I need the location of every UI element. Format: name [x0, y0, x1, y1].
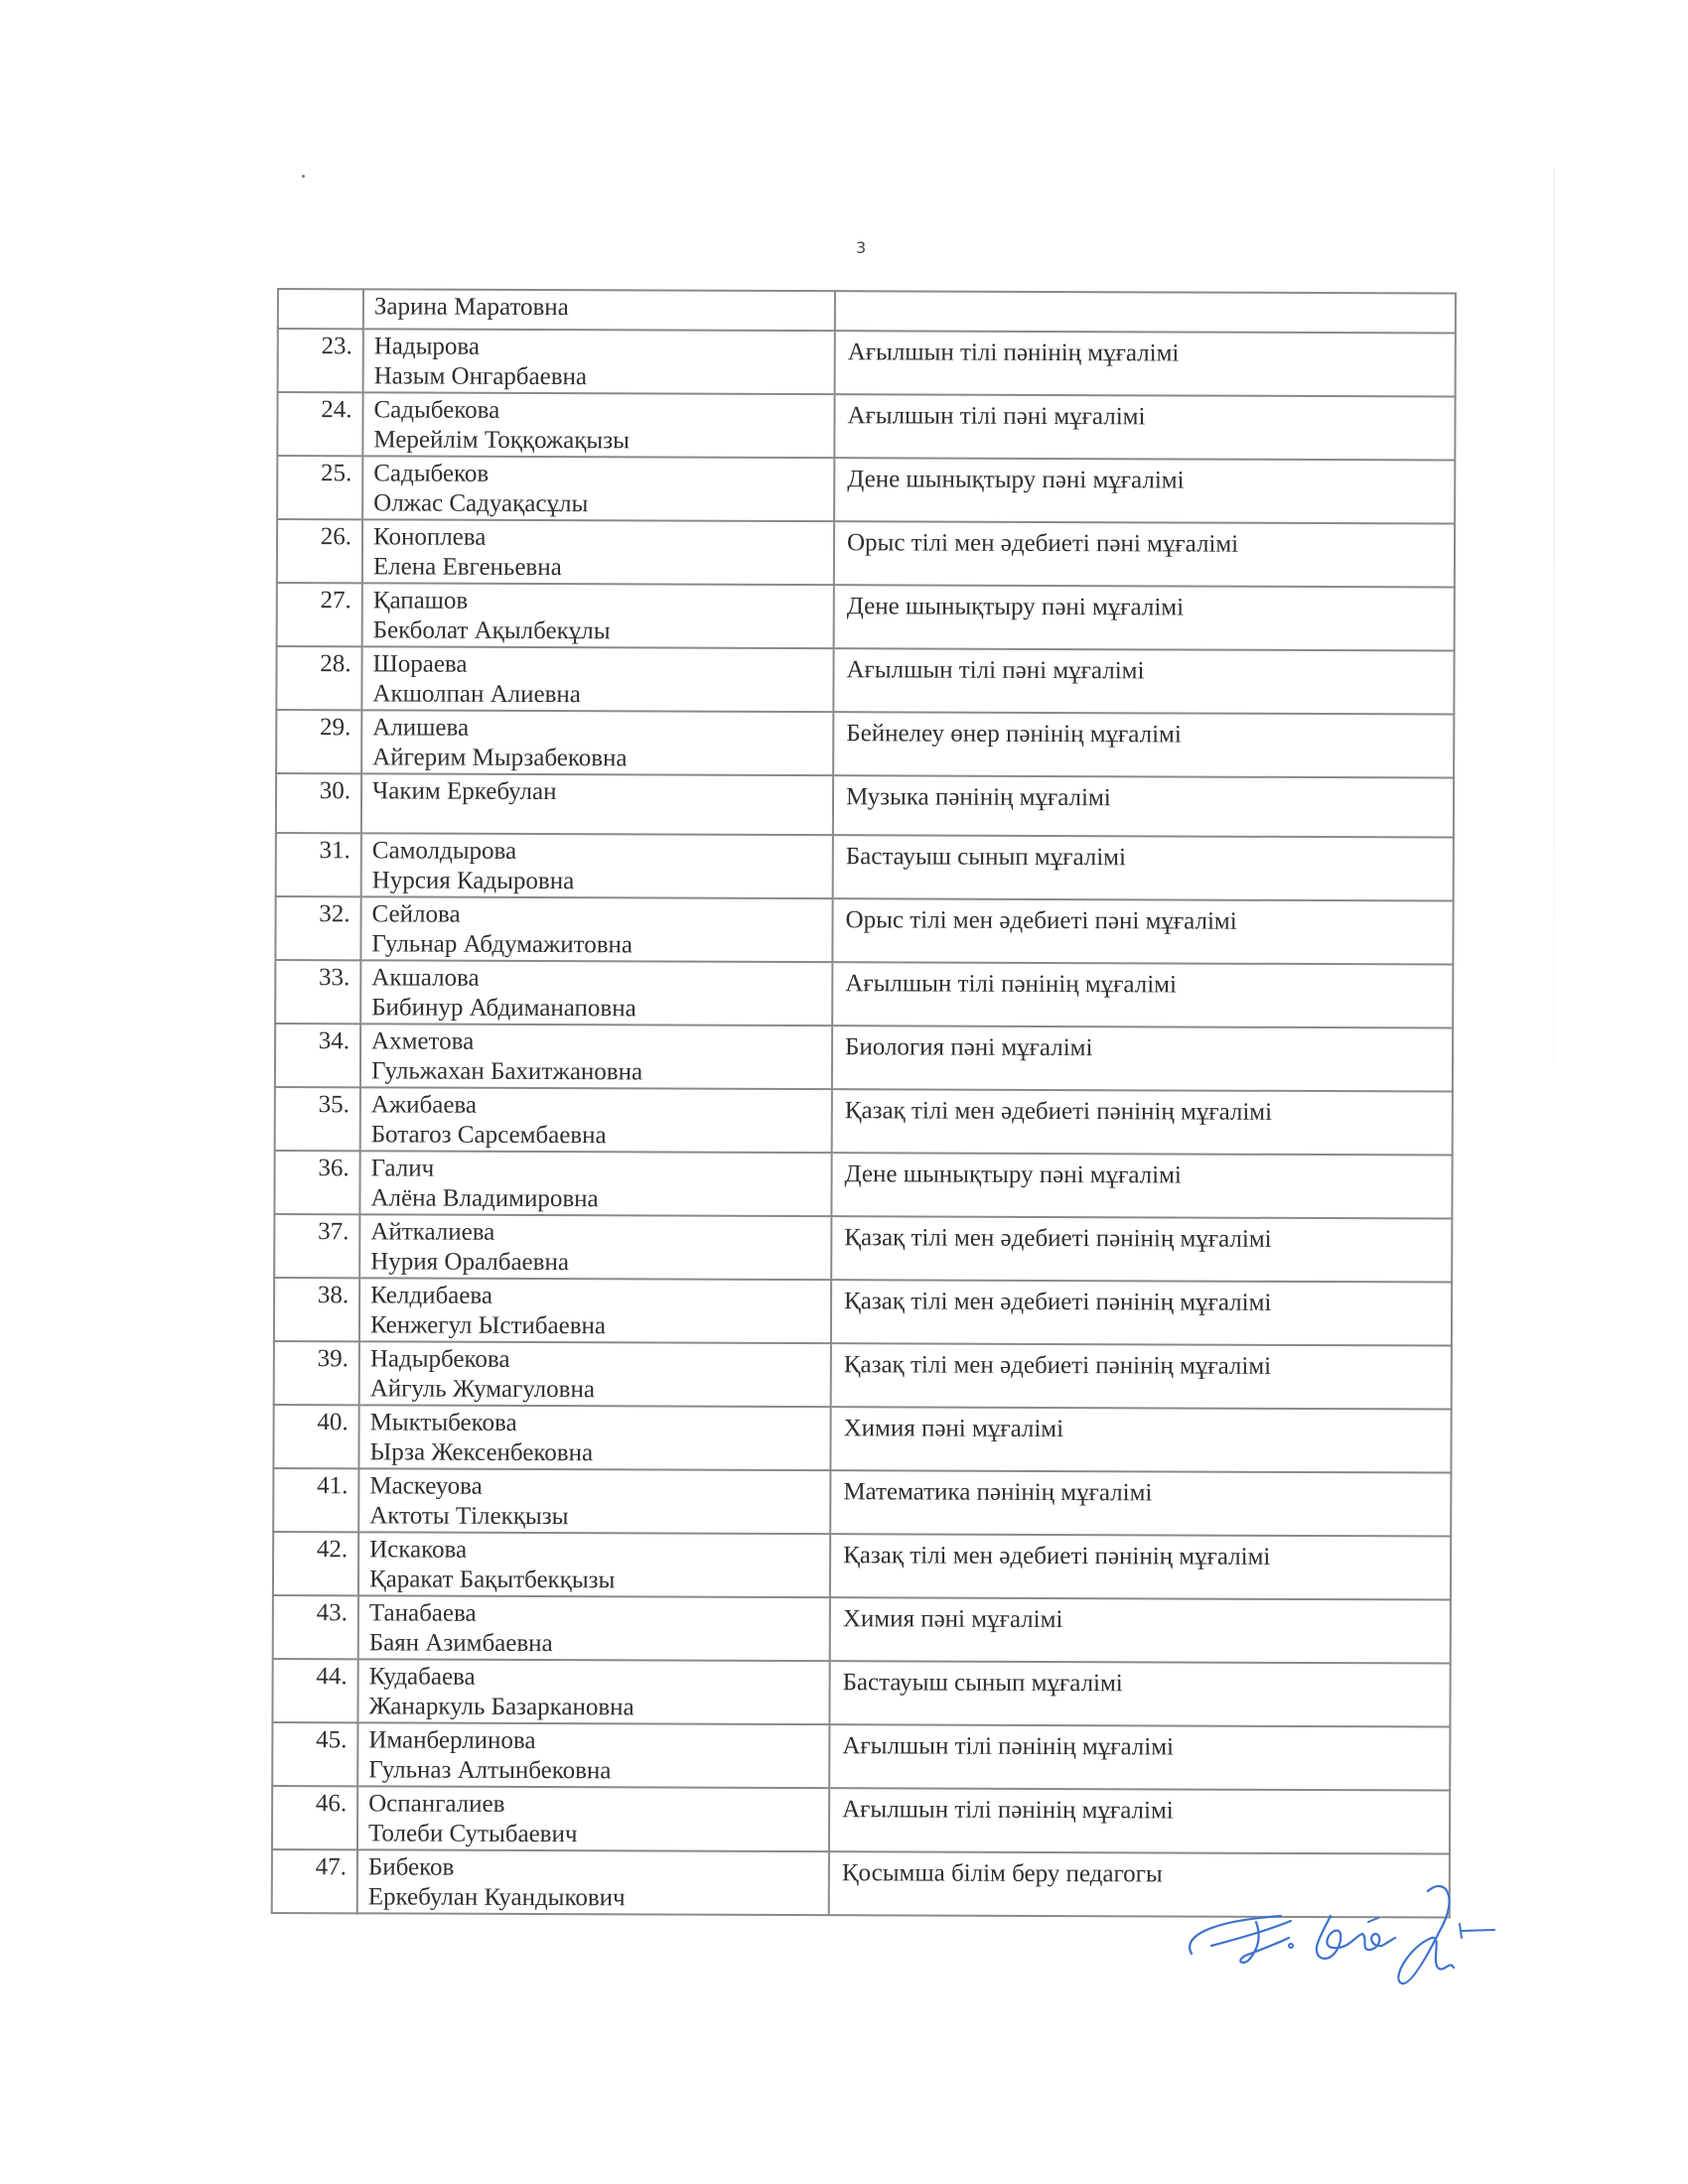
- employee-position: Ағылшын тілі пәнінің мұғалімі: [829, 1788, 1450, 1853]
- employee-name: [358, 1468, 830, 1534]
- employee-surname: Садыбеков: [373, 460, 490, 487]
- employee-position: Математика пәнінің мұғалімі: [830, 1470, 1451, 1536]
- employee-position: Орыс тілі мен әдебиеті пәні мұғалімі: [834, 521, 1455, 587]
- employee-surname: Келдибаева: [370, 1282, 493, 1309]
- employee-name: [357, 1849, 829, 1915]
- employee-given-name: Бекболат Ақылбекұлы: [372, 616, 611, 645]
- employee-name: [357, 1722, 829, 1788]
- employee-surname: Танабаева: [368, 1599, 477, 1627]
- employee-name: [361, 773, 833, 835]
- row-number: 29.: [276, 710, 361, 773]
- table-row: [276, 833, 1454, 901]
- table-row: [277, 456, 1455, 524]
- row-number: 30.: [276, 773, 361, 833]
- table-row: [276, 773, 1454, 838]
- employee-given-name: Акшолпан Алиевна: [372, 680, 581, 709]
- employee-position: Дене шынықтыру пәні мұғалімі: [834, 458, 1455, 523]
- employee-surname: Ахметова: [371, 1027, 475, 1055]
- row-number: 27.: [277, 583, 362, 646]
- row-number: 47.: [272, 1849, 357, 1913]
- row-number: 36.: [274, 1151, 359, 1214]
- row-number: 39.: [274, 1341, 359, 1405]
- table-row: [278, 289, 1456, 334]
- employee-surname: Кудабаева: [368, 1663, 476, 1691]
- row-number: [278, 289, 363, 329]
- employee-given-name: Баян Азимбаевна: [368, 1629, 553, 1658]
- table-row: [278, 329, 1456, 397]
- employee-surname: Маскеуова: [369, 1472, 483, 1500]
- employee-name: [362, 456, 834, 521]
- signature-stroke: [1211, 1921, 1291, 1963]
- employee-name: [357, 1786, 829, 1851]
- employee-given-name: Толеби Сутыбаевич: [367, 1820, 578, 1848]
- signature-stroke: [1368, 1918, 1378, 1922]
- employee-position: Қазақ тілі мен әдебиеті пәнінің мұғалімі: [831, 1280, 1452, 1345]
- employee-position: Дене шынықтыру пәні мұғалімі: [834, 585, 1455, 650]
- employee-surname: Искакова: [369, 1536, 468, 1564]
- employee-given-name: Гульнар Абдумажитовна: [371, 930, 633, 959]
- row-number: 45.: [272, 1722, 357, 1786]
- employee-name: [358, 1532, 830, 1597]
- employee-given-name: Гульжахан Бахитжановна: [370, 1057, 643, 1086]
- row-number: 41.: [273, 1468, 358, 1532]
- employee-position: Музыка пәнінің мұғалімі: [833, 775, 1454, 837]
- table-row: [274, 1341, 1452, 1410]
- employee-position: Қазақ тілі мен әдебиеті пәнінің мұғалімі: [831, 1216, 1452, 1282]
- row-number: 28.: [276, 646, 361, 710]
- employee-surname: Иманберлинова: [368, 1726, 536, 1755]
- table-row: [274, 1278, 1452, 1346]
- employee-surname: Оспангалиев: [368, 1790, 505, 1818]
- employee-position: Дене шынықтыру пәні мұғалімі: [831, 1153, 1452, 1218]
- employee-name: [359, 1278, 831, 1343]
- employee-name: [357, 1659, 829, 1724]
- employee-name: [359, 1151, 831, 1216]
- row-number: 34.: [275, 1024, 360, 1087]
- employee-position: Бастауыш сынып мұғалімі: [833, 835, 1454, 900]
- employee-name: [362, 519, 834, 585]
- employee-name: [359, 1214, 831, 1280]
- signature-stroke: [1289, 1944, 1293, 1948]
- employee-given-name: Зарина Маратовна: [373, 293, 569, 322]
- table-row: [277, 519, 1455, 588]
- table-row: [277, 392, 1455, 461]
- employee-surname: Сейлова: [371, 900, 461, 928]
- table-row: [274, 1151, 1452, 1219]
- employee-name: [360, 896, 832, 962]
- table-row: [276, 710, 1454, 778]
- employee-name: [363, 289, 835, 331]
- scan-speck: [302, 175, 305, 178]
- employee-surname: Самолдырова: [371, 837, 517, 865]
- table-row: [272, 1659, 1450, 1727]
- employee-surname: Айткалиева: [370, 1218, 495, 1246]
- table-row: [272, 1786, 1450, 1854]
- employee-given-name: Жанаркуль Базаркановна: [368, 1693, 634, 1721]
- employee-position: Қазақ тілі мен әдебиеті пәнінің мұғалімі: [832, 1089, 1453, 1155]
- employee-position: Ағылшын тілі пәні мұғалімі: [834, 394, 1455, 460]
- employee-position: Бастауыш сынып мұғалімі: [829, 1661, 1450, 1726]
- signature-stroke: [1460, 1924, 1494, 1938]
- table-row: [275, 960, 1453, 1028]
- employee-given-name: Бибинур Абдиманаповна: [371, 994, 636, 1023]
- row-number: 25.: [277, 456, 362, 519]
- employee-name: [361, 710, 833, 775]
- employee-surname: Коноплева: [372, 523, 487, 551]
- row-number: 23.: [278, 329, 363, 392]
- employee-position: [835, 291, 1456, 333]
- employee-name: [358, 1595, 830, 1661]
- signature-stroke: [1317, 1916, 1395, 1959]
- employee-position: Ағылшын тілі пәнінің мұғалімі: [832, 962, 1453, 1027]
- employee-given-name: Ырза Жексенбековна: [369, 1438, 594, 1467]
- employee-position: Қазақ тілі мен әдебиеті пәнінің мұғалімі: [831, 1343, 1452, 1409]
- scan-artifact-line: [1553, 169, 1555, 1062]
- table-row: [273, 1468, 1451, 1537]
- employee-given-name: Актоты Тілекқызы: [369, 1502, 569, 1531]
- row-number: 32.: [275, 896, 360, 960]
- employee-name: [360, 1024, 832, 1089]
- employee-name: [360, 960, 832, 1025]
- table-body: [272, 289, 1456, 1918]
- table-row: [275, 896, 1453, 965]
- row-number: 44.: [272, 1659, 357, 1722]
- employee-surname: Мыктыбекова: [369, 1409, 517, 1436]
- employee-given-name: Назым Онгарбаевна: [373, 362, 588, 391]
- employee-name: [359, 1341, 831, 1407]
- employee-given-name: Еркебулан Куандыкович: [367, 1883, 626, 1912]
- row-number: 46.: [272, 1786, 357, 1849]
- employee-surname: Алишева: [372, 714, 470, 742]
- row-number: 43.: [273, 1595, 358, 1659]
- staff-table: [271, 288, 1457, 1919]
- employee-surname: Ажибаева: [370, 1091, 478, 1119]
- employee-given-name: Ботагоз Сарсембаевна: [370, 1121, 607, 1150]
- employee-given-name: Алёна Владимировна: [370, 1184, 599, 1213]
- employee-position: Бейнелеу өнер пәнінің мұғалімі: [833, 712, 1454, 777]
- row-number: 35.: [275, 1087, 360, 1151]
- employee-position: Ағылшын тілі пәні мұғалімі: [833, 648, 1454, 714]
- row-number: 26.: [277, 519, 362, 583]
- employee-given-name: Гульназ Алтынбековна: [368, 1756, 612, 1785]
- row-number: 40.: [273, 1405, 358, 1468]
- table-row: [273, 1532, 1451, 1600]
- employee-surname: Шораева: [372, 650, 468, 678]
- employee-position: Ағылшын тілі пәнінің мұғалімі: [835, 331, 1456, 396]
- employee-surname: Қапашов: [372, 587, 469, 614]
- table-row: [272, 1722, 1450, 1791]
- employee-given-name: Олжас Садуақасұлы: [373, 489, 589, 518]
- signature-stroke: [1398, 1886, 1454, 1983]
- employee-given-name: Кенжегул Ыстибаевна: [369, 1311, 607, 1340]
- employee-surname: Акшалова: [371, 964, 480, 992]
- employee-name: [363, 329, 835, 394]
- row-number: 31.: [276, 833, 361, 896]
- table-row: [273, 1405, 1451, 1473]
- employee-position: Химия пәні мұғалімі: [830, 1407, 1451, 1472]
- employee-name: [360, 1087, 832, 1153]
- employee-position: Орыс тілі мен әдебиеті пәні мұғалімі: [832, 898, 1453, 964]
- table-row: [275, 1024, 1453, 1092]
- row-number: 24.: [277, 392, 362, 456]
- row-number: 37.: [274, 1214, 359, 1278]
- employee-name: [361, 833, 833, 898]
- employee-surname: Галич: [370, 1155, 435, 1182]
- employee-surname: Надырбекова: [369, 1345, 510, 1373]
- row-number: 38.: [274, 1278, 359, 1341]
- table-row: [277, 583, 1455, 651]
- employee-position: Қосымша білім беру педагогы: [829, 1851, 1450, 1917]
- table-row: [274, 1214, 1452, 1283]
- employee-given-name: Айгерим Мырзабековна: [372, 744, 628, 772]
- row-number: 33.: [275, 960, 360, 1024]
- employee-position: Биология пәні мұғалімі: [832, 1025, 1453, 1091]
- employee-surname: Надырова: [373, 333, 481, 360]
- employee-surname: Садыбекова: [373, 396, 500, 424]
- row-number: 42.: [273, 1532, 358, 1595]
- employee-surname: Бибеков: [367, 1853, 455, 1881]
- employee-name: [362, 392, 834, 458]
- employee-given-name: Нурсия Кадыровна: [371, 867, 575, 895]
- table-row: [273, 1595, 1451, 1664]
- table-row: [276, 646, 1454, 715]
- page-number: 3: [856, 238, 867, 257]
- employee-given-name: Нурия Оралбаевна: [370, 1248, 570, 1277]
- employee-surname: Чаким Еркебулан: [372, 777, 557, 806]
- employee-given-name: Мерейлім Тоққожақызы: [373, 426, 630, 455]
- employee-given-name: Қаракат Бақытбекқызы: [368, 1566, 616, 1594]
- employee-name: [358, 1405, 830, 1470]
- handwritten-signature: [1172, 1876, 1499, 1995]
- employee-position: Ағылшын тілі пәнінің мұғалімі: [829, 1724, 1450, 1790]
- employee-name: [361, 646, 833, 712]
- employee-position: Химия пәні мұғалімі: [830, 1597, 1451, 1663]
- employee-given-name: Елена Евгеньевна: [372, 553, 562, 582]
- employee-name: [362, 583, 834, 648]
- table-row: [275, 1087, 1453, 1156]
- employee-given-name: Айгуль Жумагуловна: [369, 1375, 596, 1404]
- employee-position: Қазақ тілі мен әдебиеті пәнінің мұғалімі: [830, 1534, 1451, 1599]
